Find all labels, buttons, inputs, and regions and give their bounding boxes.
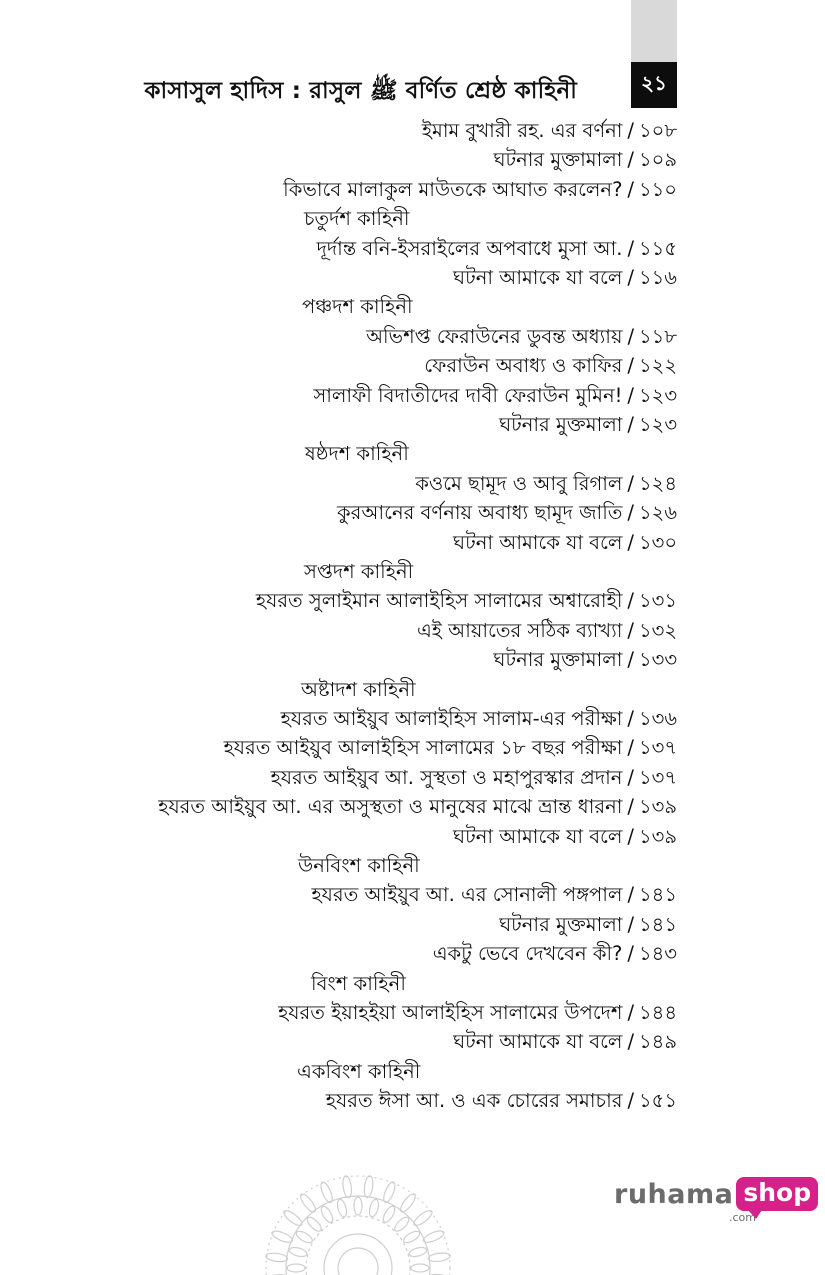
toc-entry bbox=[366, 323, 677, 351]
toc-entry-page: ১৪১ bbox=[639, 883, 677, 906]
toc-entry-separator: / bbox=[627, 883, 635, 906]
toc-entry-separator: / bbox=[627, 1089, 635, 1112]
toc-entry-title: ফেরাউন অবাধ্য ও কাফির bbox=[424, 354, 623, 377]
toc-entry-title: ঘটনা আমাকে যা বলে bbox=[453, 266, 623, 289]
toc-entry-page: ১৩৩ bbox=[638, 648, 677, 671]
toc-section-heading: একবিংশ কাহিনী bbox=[297, 1060, 421, 1083]
toc-entry bbox=[453, 1028, 677, 1056]
toc-entry-separator: / bbox=[627, 354, 634, 377]
toc-section-heading: সপ্তদশ কাহিনী bbox=[304, 560, 414, 583]
toc-entry-separator: / bbox=[627, 795, 634, 818]
toc-entry-page: ১০৯ bbox=[639, 148, 677, 171]
toc-entry-page: ১২৩ bbox=[638, 413, 677, 436]
toc-entry bbox=[317, 235, 677, 263]
toc-entry-separator: / bbox=[627, 913, 635, 936]
toc-entry-separator: / bbox=[627, 707, 634, 730]
toc-entry-separator: / bbox=[627, 266, 634, 289]
toc-entry bbox=[415, 470, 677, 498]
toc-entry bbox=[283, 176, 677, 204]
toc-entry-page: ১৩৬ bbox=[638, 707, 677, 730]
toc-entry-page: ১১৫ bbox=[639, 237, 677, 260]
toc-entry-page: ১১৮ bbox=[639, 325, 677, 348]
toc-entry-title: ঘটনা আমাকে যা বলে bbox=[453, 531, 623, 554]
toc-entry-separator: / bbox=[627, 384, 634, 407]
toc-entry-title: হযরত ইয়াহইয়া আলাইহিস সালামের উপদেশ bbox=[278, 1001, 623, 1024]
toc-entry-separator: / bbox=[627, 1030, 635, 1053]
toc-entry-separator: / bbox=[627, 325, 635, 348]
toc-section-heading: বিংশ কাহিনী bbox=[311, 972, 406, 995]
toc-entry-separator: / bbox=[627, 736, 634, 759]
toc-entry bbox=[422, 117, 677, 145]
toc-entry-title: কওমে ছামূদ ও আবু রিগাল bbox=[415, 472, 623, 495]
toc-entry bbox=[311, 881, 677, 909]
toc-entry-title: ঘটনার মুক্তমালা bbox=[499, 913, 623, 936]
toc-entry-page: ১৫১ bbox=[639, 1089, 677, 1112]
toc-entry-page: ১০৮ bbox=[639, 119, 677, 142]
toc-entry-title: ঘটনা আমাকে যা বলে bbox=[453, 825, 623, 848]
toc-entry-page: ১১৬ bbox=[639, 266, 677, 289]
toc-entry-title: ঘটনার মুক্তামালা bbox=[493, 148, 623, 171]
toc-entry-title: ইমাম বুখারী রহ. এর বর্ণনা bbox=[421, 119, 623, 142]
toc-section-heading: উনবিংশ কাহিনী bbox=[298, 854, 420, 877]
ruhamashop-logo bbox=[614, 1176, 818, 1212]
toc-entry-title: ঘটনার মুক্তমালা bbox=[499, 413, 623, 436]
toc-entry bbox=[313, 382, 677, 410]
toc-entry bbox=[256, 587, 677, 615]
toc-entry-title: হযরত আইয়ুব আলাইহিস সালাম-এর পরীক্ষা bbox=[280, 707, 623, 730]
toc-entry-page: ১৩২ bbox=[638, 619, 677, 642]
toc-entry-separator: / bbox=[627, 648, 634, 671]
toc-entry-title: একটু ভেবে দেখবেন কী? bbox=[432, 942, 623, 965]
toc-entry-page: ১৪১ bbox=[639, 913, 677, 936]
toc-entry bbox=[433, 940, 677, 968]
toc-entry-separator: / bbox=[627, 531, 634, 554]
toc-entry-separator: / bbox=[627, 825, 634, 848]
toc-entry-page: ১২৩ bbox=[638, 384, 677, 407]
toc-entry-title: ঘটনা আমাকে যা বলে bbox=[453, 1030, 623, 1053]
toc-entry-title: সালাফী বিদাতীদের দাবী ফেরাউন মুমিন! bbox=[313, 384, 623, 407]
toc-entry bbox=[453, 529, 677, 557]
toc-entry-title: হযরত আইয়ুব আলাইহিস সালামের ১৮ বছর পরীক্ষা bbox=[223, 736, 623, 759]
toc-section-heading: অষ্টাদশ কাহিনী bbox=[301, 678, 416, 701]
toc-section-heading: চতুর্দশ কাহিনী bbox=[304, 207, 410, 230]
toc-entry-title: হযরত আইয়ুব আ. এর অসুস্থতা ও মানুষের মাঝে ভ্রান্ত ধারনা bbox=[158, 795, 623, 818]
toc-entry-page: ১৪৯ bbox=[639, 1030, 677, 1053]
toc-entry-separator: / bbox=[627, 1001, 635, 1024]
toc-entry bbox=[158, 793, 677, 821]
toc-entry-page: ১৩৭ bbox=[638, 766, 677, 789]
toc-entry-page: ১৩৯ bbox=[639, 795, 677, 818]
toc-entry-title: এই আয়াতের সঠিক ব্যাখ্যা bbox=[416, 619, 623, 642]
mandala-ornament-icon bbox=[250, 1160, 466, 1275]
logo-text-shop: shop bbox=[736, 1177, 818, 1211]
toc-entry-page: ১৪৪ bbox=[639, 1001, 677, 1024]
toc-entry-title: দূর্দান্ত বনি-ইসরাইলের অপবাধে মুসা আ. bbox=[316, 237, 623, 260]
toc-entry bbox=[271, 764, 677, 792]
toc-entry-separator: / bbox=[627, 766, 634, 789]
toc-entry-page: ১১০ bbox=[639, 178, 677, 201]
toc-entry bbox=[278, 999, 677, 1027]
page-number: ২১ bbox=[631, 62, 677, 108]
toc-entry-page: ১৩৭ bbox=[638, 736, 677, 759]
logo-dotcom: .com bbox=[729, 1211, 756, 1224]
toc-entry-separator: / bbox=[627, 148, 634, 171]
toc-entry-title: হযরত সুলাইমান আলাইহিস সালামের অশ্বারোহী bbox=[255, 589, 623, 612]
toc-entry-title: কিভাবে মালাকুল মাউতকে আঘাত করলেন? bbox=[283, 178, 623, 201]
toc-entry-title: হযরত আইয়ুব আ. সুস্থতা ও মহাপুরস্কার প্রদান bbox=[270, 766, 623, 789]
toc-entry bbox=[224, 734, 677, 762]
toc-entry-page: ১২২ bbox=[638, 354, 677, 377]
toc-entry-page: ১৩৯ bbox=[639, 825, 677, 848]
toc-section-heading: পঞ্চদশ কাহিনী bbox=[302, 295, 413, 318]
toc-entry-title: অভিশপ্ত ফেরাউনের ডুবন্ত অধ্যায় bbox=[366, 325, 623, 348]
toc-entry bbox=[493, 646, 677, 674]
toc-entry bbox=[453, 823, 677, 851]
toc-entry bbox=[326, 1087, 677, 1115]
toc-entry-page: ১২৬ bbox=[638, 501, 677, 524]
toc-entry-separator: / bbox=[627, 589, 634, 612]
toc-entry bbox=[499, 411, 677, 439]
toc-entry-separator: / bbox=[627, 619, 634, 642]
toc-entry bbox=[493, 146, 677, 174]
toc-entry-separator: / bbox=[627, 119, 634, 142]
toc-entry-separator: / bbox=[627, 942, 634, 965]
toc-entry-title: হযরত আইয়ুব আ. এর সোনালী পঙ্গপাল bbox=[311, 883, 623, 906]
toc-entry bbox=[424, 352, 677, 380]
running-header: কাসাসুল হাদিস : রাসুল ﷺ বর্ণিত শ্রেষ্ঠ কাহিনী bbox=[144, 78, 577, 104]
toc-entry bbox=[337, 499, 677, 527]
toc-entry-page: ১৩১ bbox=[639, 589, 677, 612]
toc-entry-title: কুরআনের বর্ণনায় অবাধ্য ছামূদ জাতি bbox=[337, 501, 623, 524]
toc-entry-separator: / bbox=[627, 178, 634, 201]
toc-entry bbox=[453, 264, 677, 292]
toc-entry-page: ১২৪ bbox=[639, 472, 677, 495]
toc-entry-separator: / bbox=[627, 237, 635, 260]
toc-entry bbox=[499, 911, 677, 939]
toc-entry bbox=[417, 617, 677, 645]
toc-entry bbox=[281, 705, 677, 733]
toc-entry-separator: / bbox=[627, 501, 634, 524]
toc-entry-page: ১৪৩ bbox=[639, 942, 677, 965]
toc-entry-page: ১৩০ bbox=[638, 531, 677, 554]
toc-entry-title: ঘটনার মুক্তামালা bbox=[493, 648, 623, 671]
toc-entry-title: হযরত ঈসা আ. ও এক চোরের সমাচার bbox=[325, 1089, 623, 1112]
logo-text-ruhama: ruhama bbox=[614, 1178, 734, 1210]
toc-entry-separator: / bbox=[627, 472, 634, 495]
toc-entry-separator: / bbox=[627, 413, 634, 436]
toc-section-heading: ষষ্ঠদশ কাহিনী bbox=[305, 442, 409, 465]
